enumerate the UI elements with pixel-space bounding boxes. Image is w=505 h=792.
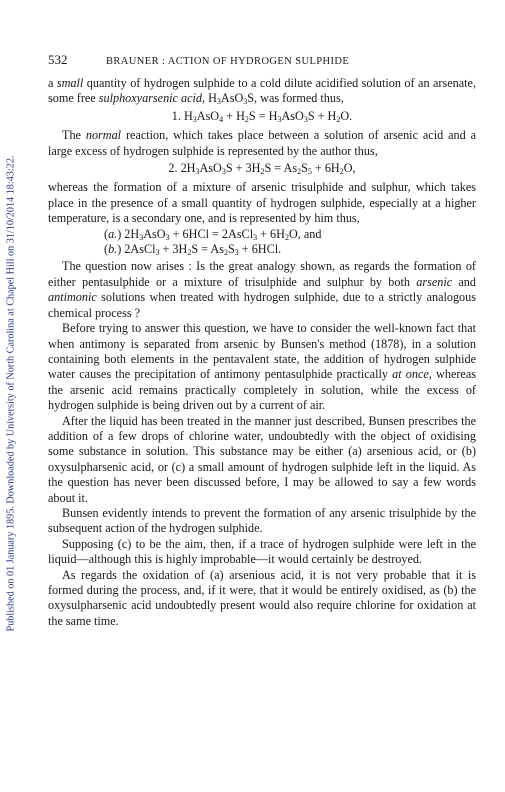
paragraph-5: Before trying to answer this question, we have to consider the well-known fact that when antimony is separated from arsenic by Bunsen's method (1878), in a solution containing both elements in the pentavalent state, the addition of hydrogen sulphide water causes the precipitation of antimony pentasulphide practically at once, whereas the arsenic acid remains practically completely in solution, while the excess of hydrogen sulphide is being driven out by a current of air. (48, 321, 476, 413)
equation-2: 2. $2H_3AsO_3S + 3H_2S = As_2S_5 + 6H_2O$, (168, 161, 356, 177)
paragraph-8: Supposing (c) to be the aim, then, if a trace of hydrogen sulphide were left in the liquid—although this is highly improbable—it would certainly be destroyed. (48, 536, 476, 567)
page-header (48, 52, 476, 68)
paragraph-9: As regards the oxidation of (a) arsenious acid, it is not very probable that it is formed during the process, and, if it were, that it would be entirely oxidised, as (b) the oxysulpharsenic acid undoubtedly present would also require chlorine for oxidation at the same time. (48, 567, 476, 628)
download-watermark (4, 8, 18, 778)
paragraph-2: The normal reaction, which takes place between a solution of arsenic acid and a large excess of hydrogen sulphide is represented by the author thus, (48, 128, 476, 158)
equation-3a: (a.) $2H_3AsO_3 + 6HCl$ = 2AsCl$_3$ + $6H_2O$, and (104, 226, 322, 242)
page-number: 532 (48, 52, 68, 67)
paragraph-3: whereas the formation of a mixture of arsenic trisulphide and sulphur, which takes place in the presence of a small quantity of hydrogen sulphide, especially at a higher temperature, is a secondary one, and is represented by him thus, (48, 180, 476, 226)
page-content (48, 52, 476, 629)
running-title: BRAUNER : ACTION OF HYDROGEN SULPHIDE (106, 56, 350, 67)
paragraph-1: a small quantity of hydrogen sulphide to a cold dilute acidified solution of an arsenate, some free sulphoxyarsenic acid, $H_3AsO_3S$, was formed thus, (48, 76, 476, 107)
paragraph-7: Bunsen evidently intends to prevent the formation of any arsenic trisulphide by the subsequent action of the hydrogen sulphide. (48, 505, 476, 536)
watermark-text: Published on 01 January 1895. Downloaded by University of North Carolina at Chapel Hill on 31/10/2014 18:43:22. (5, 155, 17, 631)
paragraph-6: After the liquid has been treated in the manner just described, Bunsen prescribes the addition of a few drops of chlorine water, undoubtedly with the object of oxidising some substance in solution. This substance may be either (a) arsenious acid, or (b) oxysulpharsenic acid, or (c) a small amount of hydrogen sulphide left in the liquid. As the question has never been discussed before, I may be allowed to say a few words about it. (48, 413, 476, 505)
equation-3b: (b.) 2AsCl$_3$ + $3H_2S = As_2S_3 + 6HCl$. (104, 242, 282, 258)
equation-group (104, 227, 476, 258)
paragraph-4: The question now arises : Is the great analogy shown, as regards the formation of either pentasulphide or a mixture of trisulphide and sulphur by both arsenic and antimonic solutions when treated with hydrogen sulphide, due to a strictly analogous chemical process ? (48, 259, 476, 320)
equation-1: 1. $H_3AsO_4 + H_2S = H_3AsO_3S + H_2O$. (171, 108, 353, 124)
